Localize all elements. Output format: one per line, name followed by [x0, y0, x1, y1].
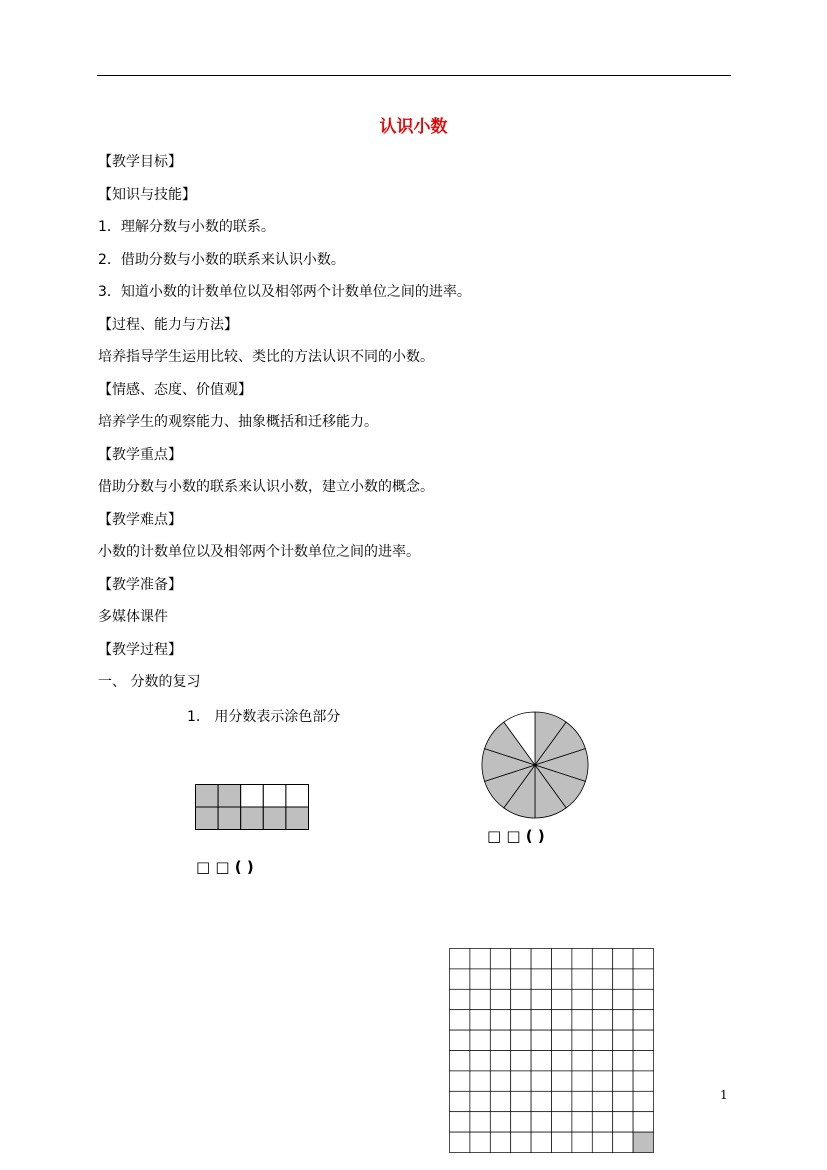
empty-cell	[613, 1091, 633, 1111]
empty-cell	[613, 969, 633, 989]
circle-fraction-figure	[480, 710, 590, 820]
shaded-cell	[633, 1132, 653, 1152]
rect-fraction-figure	[195, 784, 309, 830]
empty-cell	[450, 949, 470, 969]
shaded-cell	[196, 785, 219, 808]
empty-cell	[552, 1091, 572, 1111]
empty-cell	[592, 1010, 612, 1030]
text-line: 2．借助分数与小数的联系来认识小数。	[98, 252, 345, 268]
empty-cell	[470, 1030, 490, 1050]
empty-cell	[613, 989, 633, 1009]
text-line: 1．理解分数与小数的联系。	[98, 219, 275, 235]
empty-cell	[470, 969, 490, 989]
empty-cell	[511, 1030, 531, 1050]
shaded-cell	[196, 807, 219, 830]
empty-cell	[592, 1091, 612, 1111]
empty-cell	[531, 1071, 551, 1091]
empty-cell	[592, 1132, 612, 1152]
text-line: 【教学目标】	[98, 154, 182, 170]
text-line: 【教学重点】	[98, 447, 182, 463]
empty-cell	[531, 1112, 551, 1132]
empty-cell	[470, 1010, 490, 1030]
text-line: 多媒体课件	[98, 609, 168, 625]
hundred-grid-figure	[449, 948, 654, 1153]
empty-cell	[511, 1132, 531, 1152]
empty-cell	[613, 949, 633, 969]
empty-cell	[572, 989, 592, 1009]
empty-cell	[511, 1010, 531, 1030]
shaded-cell	[286, 807, 309, 830]
empty-cell	[450, 1071, 470, 1091]
empty-cell	[490, 989, 510, 1009]
text-line: 培养指导学生运用比较、类比的方法认识不同的小数。	[98, 349, 434, 365]
text-line: 3．知道小数的计数单位以及相邻两个计数单位之间的进率。	[98, 284, 471, 300]
text-line: 【教学准备】	[98, 577, 182, 593]
empty-cell	[470, 1051, 490, 1071]
empty-cell	[450, 989, 470, 1009]
empty-cell	[490, 949, 510, 969]
text-line: 借助分数与小数的联系来认识小数，建立小数的概念。	[98, 479, 434, 495]
empty-cell	[613, 1132, 633, 1152]
empty-cell	[613, 1010, 633, 1030]
empty-cell	[470, 1112, 490, 1132]
empty-cell	[490, 1010, 510, 1030]
empty-cell	[531, 969, 551, 989]
empty-cell	[450, 1132, 470, 1152]
empty-cell	[613, 1051, 633, 1071]
empty-cell	[552, 1010, 572, 1030]
empty-cell	[450, 1010, 470, 1030]
empty-cell	[531, 1030, 551, 1050]
empty-cell	[592, 1071, 612, 1091]
empty-cell	[633, 969, 653, 989]
empty-cell	[633, 1071, 653, 1091]
empty-cell	[633, 1112, 653, 1132]
empty-cell	[633, 1010, 653, 1030]
empty-cell	[552, 949, 572, 969]
page-title: 认识小数	[379, 117, 448, 137]
empty-cell	[552, 1071, 572, 1091]
empty-cell	[572, 1051, 592, 1071]
empty-cell	[572, 1112, 592, 1132]
empty-cell	[286, 785, 309, 808]
empty-cell	[613, 1112, 633, 1132]
empty-cell	[592, 949, 612, 969]
text-line: 小数的计数单位以及相邻两个计数单位之间的进率。	[98, 544, 420, 560]
empty-cell	[490, 1112, 510, 1132]
empty-cell	[633, 949, 653, 969]
empty-cell	[490, 969, 510, 989]
empty-cell	[633, 989, 653, 1009]
empty-cell	[531, 1132, 551, 1152]
empty-cell	[470, 1091, 490, 1111]
exercise-label: 1. 用分数表示涂色部分	[187, 709, 341, 725]
empty-cell	[511, 949, 531, 969]
empty-cell	[552, 1030, 572, 1050]
empty-cell	[592, 969, 612, 989]
empty-cell	[450, 1091, 470, 1111]
empty-cell	[572, 1132, 592, 1152]
empty-cell	[450, 1112, 470, 1132]
empty-cell	[450, 1051, 470, 1071]
empty-cell	[633, 1091, 653, 1111]
empty-cell	[511, 969, 531, 989]
empty-cell	[531, 1091, 551, 1111]
page-number: 1	[720, 1088, 728, 1102]
answer-blank-circle: □ □ ( )	[487, 827, 545, 845]
empty-cell	[490, 1030, 510, 1050]
empty-cell	[633, 1051, 653, 1071]
shaded-cell	[241, 807, 264, 830]
header-rule	[97, 75, 731, 76]
empty-cell	[450, 1030, 470, 1050]
empty-cell	[470, 949, 490, 969]
empty-cell	[490, 1051, 510, 1071]
empty-cell	[511, 1112, 531, 1132]
empty-cell	[552, 969, 572, 989]
empty-cell	[552, 1132, 572, 1152]
empty-cell	[531, 1010, 551, 1030]
empty-cell	[572, 1071, 592, 1091]
empty-cell	[531, 989, 551, 1009]
empty-cell	[572, 1010, 592, 1030]
empty-cell	[592, 989, 612, 1009]
answer-blank-rect: □ □ ( )	[196, 858, 254, 876]
text-line: 【教学难点】	[98, 512, 182, 528]
empty-cell	[511, 1091, 531, 1111]
shaded-cell	[263, 807, 286, 830]
empty-cell	[241, 785, 264, 808]
empty-cell	[531, 1051, 551, 1071]
empty-cell	[572, 1030, 592, 1050]
text-line: 【过程、能力与方法】	[98, 317, 238, 333]
empty-cell	[490, 1132, 510, 1152]
empty-cell	[531, 949, 551, 969]
empty-cell	[552, 1051, 572, 1071]
empty-cell	[470, 989, 490, 1009]
text-line: 【情感、态度、价值观】	[98, 382, 252, 398]
empty-cell	[572, 949, 592, 969]
empty-cell	[613, 1030, 633, 1050]
empty-cell	[490, 1091, 510, 1111]
empty-cell	[613, 1071, 633, 1091]
empty-cell	[572, 969, 592, 989]
shaded-cell	[218, 807, 241, 830]
text-line: 【知识与技能】	[98, 187, 196, 203]
shaded-cell	[218, 785, 241, 808]
empty-cell	[263, 785, 286, 808]
empty-cell	[552, 989, 572, 1009]
text-line: 【教学过程】	[98, 642, 182, 658]
empty-cell	[592, 1030, 612, 1050]
empty-cell	[572, 1091, 592, 1111]
text-line: 一、 分数的复习	[98, 674, 201, 690]
empty-cell	[592, 1051, 612, 1071]
empty-cell	[511, 1071, 531, 1091]
empty-cell	[511, 989, 531, 1009]
empty-cell	[450, 969, 470, 989]
empty-cell	[490, 1071, 510, 1091]
empty-cell	[592, 1112, 612, 1132]
empty-cell	[470, 1071, 490, 1091]
empty-cell	[470, 1132, 490, 1152]
text-line: 培养学生的观察能力、抽象概括和迁移能力。	[98, 414, 378, 430]
empty-cell	[552, 1112, 572, 1132]
empty-cell	[633, 1030, 653, 1050]
empty-cell	[511, 1051, 531, 1071]
